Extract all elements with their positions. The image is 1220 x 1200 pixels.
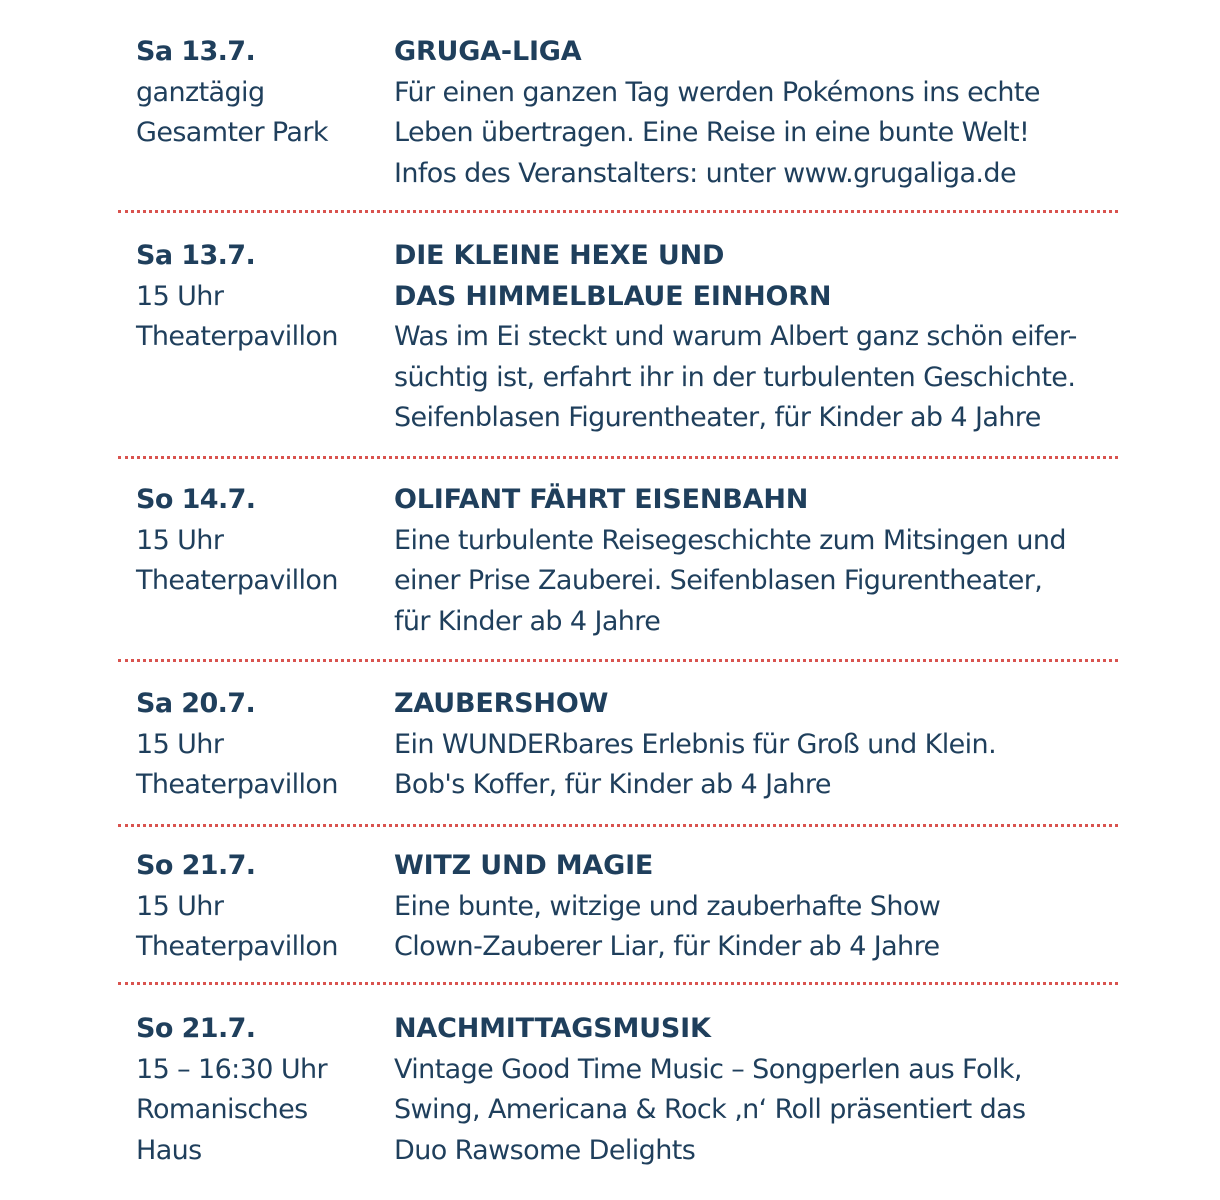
event-description-line: süchtig ist, erfahrt ihr in der turbulenten Geschichte. [394, 361, 1076, 393]
event-title: OLIFANT FÄHRT EISENBAHN [394, 484, 809, 515]
event-description-line: Leben übertragen. Eine Reise in eine bunte Welt! [394, 117, 1030, 148]
dotted-divider [118, 210, 1118, 213]
event-description-line: für Kinder ab 4 Jahre [394, 605, 661, 637]
event-time: 15 Uhr [136, 524, 224, 556]
event-description-line: Für einen ganzen Tag werden Pokémons ins echte [394, 76, 1040, 108]
event-description-line: Ein WUNDERbares Erlebnis für Groß und Klein. [394, 728, 997, 760]
event-what [394, 846, 1134, 968]
event-description-line: Seifenblasen Figurentheater, für Kinder ab 4 Jahre [394, 402, 1041, 433]
event-date: So 21.7. [136, 850, 256, 881]
event-when [136, 480, 376, 602]
event-time: 15 Uhr [136, 280, 224, 312]
event-time: ganztägig [136, 76, 265, 108]
dotted-divider [118, 456, 1118, 459]
event-title: DIE KLEINE HEXE UND [394, 240, 725, 271]
event-description-line: Infos des Veranstalters: unter www.grugaliga.de [394, 157, 1016, 189]
event-description-line: Bob's Koffer, für Kinder ab 4 Jahre [394, 769, 831, 800]
event-date: So 14.7. [136, 484, 256, 515]
event-description-line: Eine turbulente Reisegeschichte zum Mitsingen und [394, 524, 1066, 556]
event-location: Theaterpavillon [136, 931, 338, 962]
event-description-line: Duo Rawsome Delights [394, 1134, 696, 1166]
event-location: Theaterpavillon [136, 769, 338, 800]
event-title: DAS HIMMELBLAUE EINHORN [394, 280, 832, 312]
event-description-line: Eine bunte, witzige und zauberhafte Show [394, 890, 941, 922]
event-when [136, 684, 376, 806]
dotted-divider [118, 659, 1118, 662]
event-description-line: einer Prise Zauberei. Seifenblasen Figurentheater, [394, 565, 1043, 596]
event-what [394, 1009, 1134, 1171]
event-location: Theaterpavillon [136, 565, 338, 596]
event-what [394, 32, 1134, 194]
event-time: 15 Uhr [136, 890, 224, 922]
event-location: Romanisches [136, 1094, 308, 1125]
event-date: Sa 20.7. [136, 688, 256, 719]
event-title: ZAUBERSHOW [394, 688, 609, 719]
event-time: 15 Uhr [136, 728, 224, 760]
event-location: Gesamter Park [136, 117, 328, 148]
event-date: Sa 13.7. [136, 240, 256, 271]
event-description-line: Swing, Americana & Rock ‚n‘ Roll präsentiert das [394, 1094, 1026, 1125]
event-date: So 21.7. [136, 1013, 256, 1044]
event-date: Sa 13.7. [136, 36, 256, 67]
event-when [136, 32, 376, 154]
event-when [136, 1009, 376, 1171]
event-description-line: Was im Ei steckt und warum Albert ganz schön eifer- [394, 321, 1077, 352]
event-location: Haus [136, 1134, 202, 1166]
event-when [136, 846, 376, 968]
event-title: WITZ UND MAGIE [394, 850, 654, 881]
dotted-divider [118, 824, 1118, 827]
event-title: NACHMITTAGSMUSIK [394, 1013, 711, 1044]
event-what [394, 480, 1134, 642]
event-what [394, 236, 1134, 439]
event-description-line: Vintage Good Time Music – Songperlen aus Folk, [394, 1053, 1022, 1085]
dotted-divider [118, 982, 1118, 985]
event-description-line: Clown-Zauberer Liar, für Kinder ab 4 Jahre [394, 931, 940, 962]
event-location: Theaterpavillon [136, 321, 338, 352]
event-time: 15 – 16:30 Uhr [136, 1053, 327, 1085]
event-when [136, 236, 376, 358]
event-title: GRUGA-LIGA [394, 36, 582, 67]
event-what [394, 684, 1134, 806]
